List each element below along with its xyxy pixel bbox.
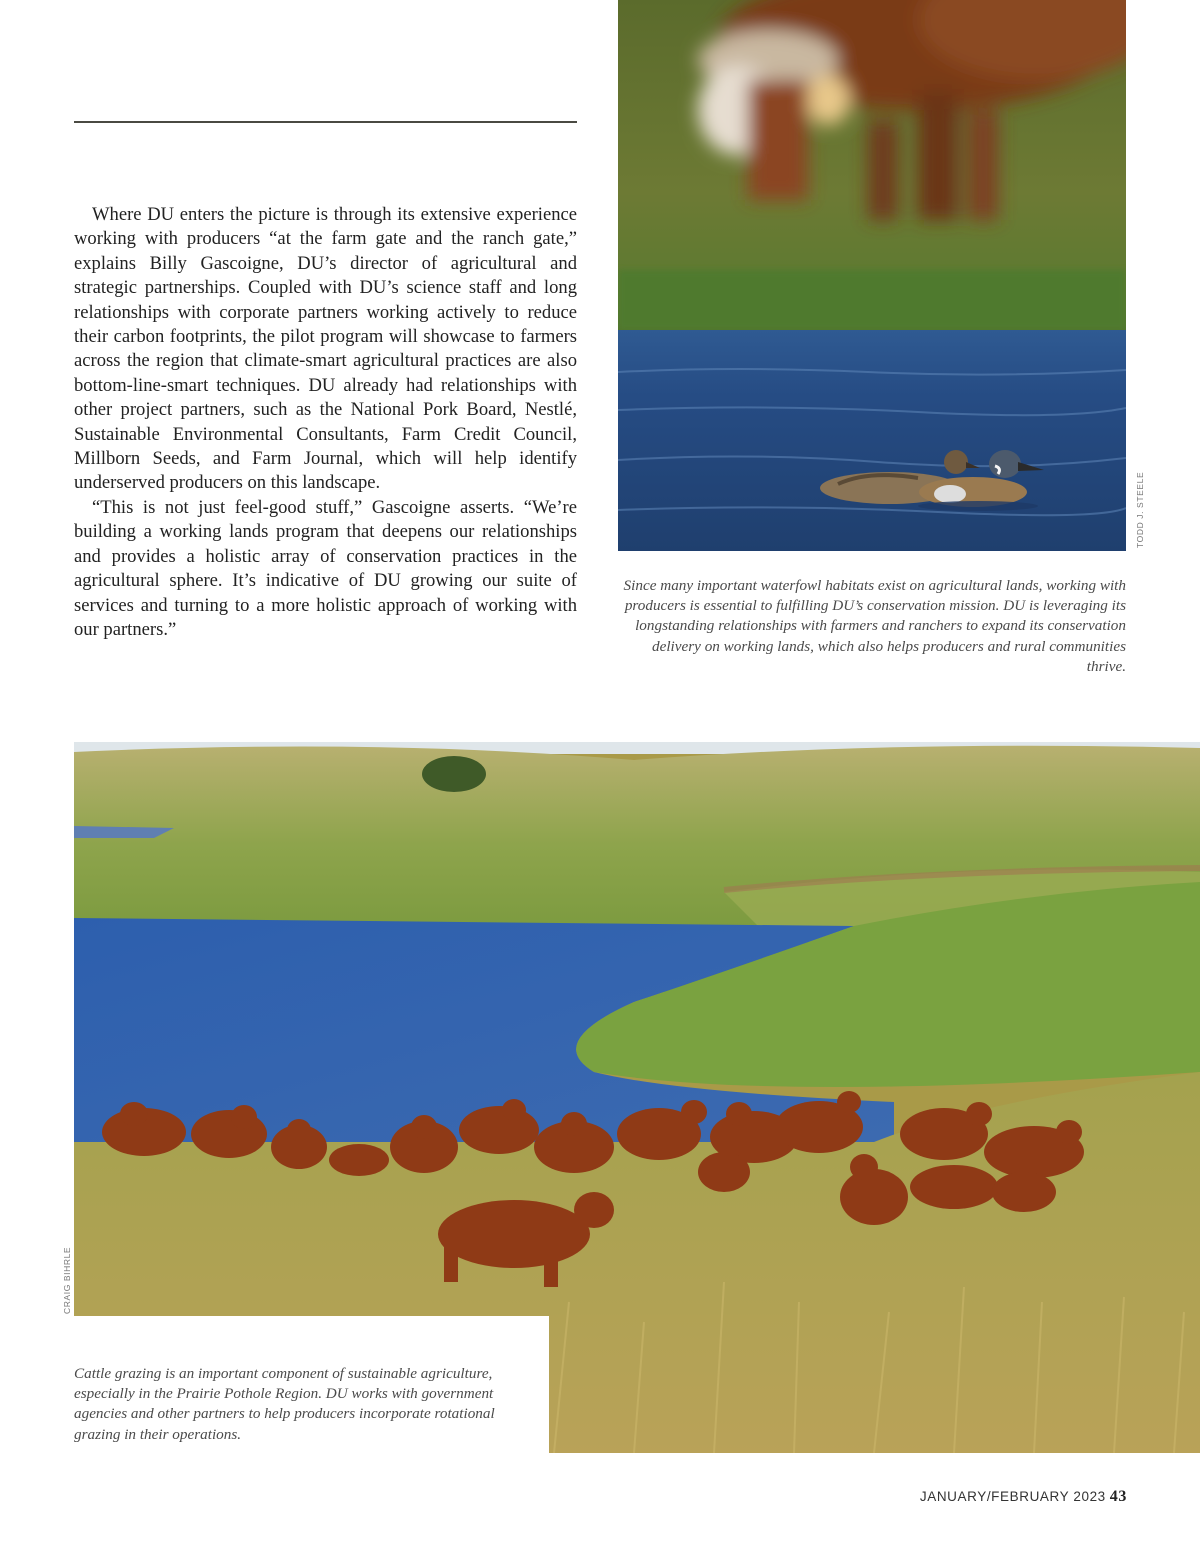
caption-top: Since many important waterfowl habitats exist on agricultural lands, working with producers is essential to fulfilling DU’s conservation mission. DU is leveraging its longstanding relationships with farmers and ranchers to expand its conservation delivery on working lands, which also helps producers and rural communities thrive.: [623, 577, 1126, 675]
caption-bottom: Cattle grazing is an important component of sustainable agriculture, especially in the Prairie Pothole Region. DU works with government agencies and other partners to help producers incorporate rotational grazing in their operations.: [74, 1365, 495, 1443]
section-rule: [74, 121, 577, 123]
paragraph-2: “This is not just feel-good stuff,” Gascoigne asserts. “We’re building a working lands program that deepens our relationships and provides a holistic array of conservation practices in the agricultural sphere. It’s indicative of DU growing our suite of services and turning to a more holistic approach of working with our partners.”: [74, 496, 577, 640]
page-number: 43: [1109, 1488, 1127, 1505]
photo-teal-cattle: [618, 0, 1126, 551]
photo-credit-bottom: CRAIG BIHRLE: [62, 1246, 72, 1314]
article-body: [74, 203, 577, 642]
page-footer: [920, 1488, 1127, 1506]
issue-date: JANUARY/FEBRUARY 2023: [919, 1489, 1106, 1504]
photo-credit-top: TODD J. STEELE: [1135, 471, 1145, 548]
paragraph-1: Where DU enters the picture is through its extensive experience working with producers “at the farm gate and the ranch gate,” explains Billy Gascoigne, DU’s director of agricultural and strategic partnerships. Coupled with DU’s science staff and long relationships with corporate partners working actively to reduce their carbon footprints, the pilot program will showcase to farmers across the region that climate-smart agricultural practices are also bottom-line-smart techniques. DU already had relationships with other project partners, such as the National Pork Board, Nestlé, Sustainable Environmental Consultants, Farm Credit Council, Millborn Seeds, and Farm Journal, which will help identify underserved producers on this landscape.: [74, 204, 577, 494]
